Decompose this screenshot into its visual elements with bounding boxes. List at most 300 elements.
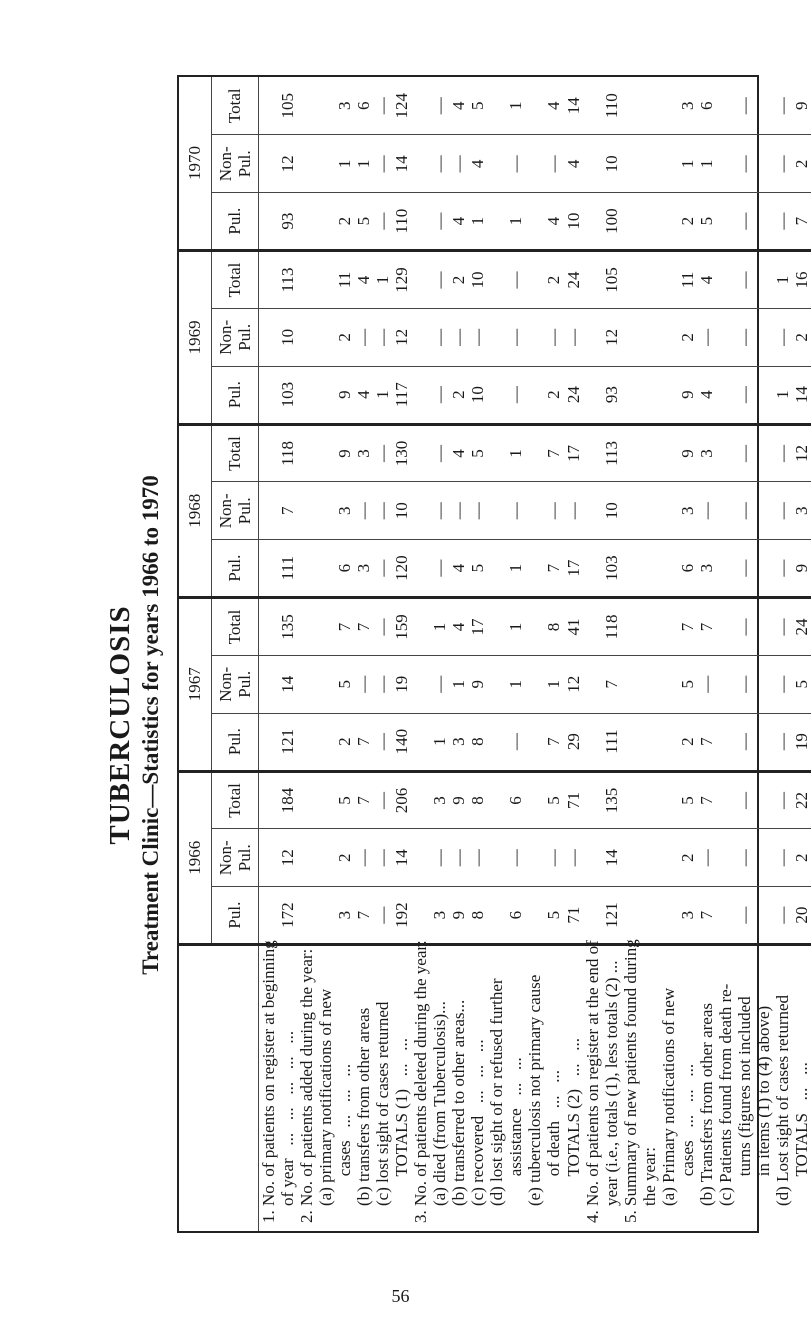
column-subheader: Pul. bbox=[212, 887, 259, 945]
table-row bbox=[735, 77, 754, 1231]
table-cell: 3 bbox=[449, 713, 468, 771]
table-cell bbox=[525, 366, 544, 424]
table-cell: 11 bbox=[335, 251, 354, 309]
table-cell: — bbox=[735, 193, 754, 251]
table-cell: 4 bbox=[449, 540, 468, 598]
column-subheader: Total bbox=[212, 771, 259, 829]
table-cell: 3 bbox=[792, 482, 811, 540]
table-cell bbox=[583, 887, 602, 945]
year-header: 1968 bbox=[179, 424, 212, 597]
row-label: assistance ... ... bbox=[506, 1057, 526, 1223]
table-cell: — bbox=[373, 308, 392, 366]
table-cell bbox=[621, 598, 640, 656]
table-row bbox=[773, 77, 792, 1231]
table-cell: 3 bbox=[678, 887, 697, 945]
table-cell: — bbox=[735, 598, 754, 656]
table-cell: 7 bbox=[278, 482, 297, 540]
table-cell: 14 bbox=[278, 655, 297, 713]
table-cell bbox=[525, 193, 544, 251]
label-column-header bbox=[179, 945, 259, 1232]
table-cell: — bbox=[506, 366, 525, 424]
table-cell: 111 bbox=[602, 713, 621, 771]
table-cell bbox=[297, 771, 316, 829]
table-cell bbox=[297, 251, 316, 309]
table-cell: — bbox=[373, 771, 392, 829]
table-cell bbox=[411, 598, 430, 656]
table-cell: 2 bbox=[335, 713, 354, 771]
table-cell: — bbox=[735, 713, 754, 771]
row-label: TOTALS (2) ... ... bbox=[563, 1037, 583, 1223]
table-cell: — bbox=[697, 482, 716, 540]
table-cell bbox=[525, 308, 544, 366]
table-cell: 3 bbox=[697, 424, 716, 482]
table-cell: 4 bbox=[544, 193, 563, 251]
table-cell: — bbox=[697, 655, 716, 713]
table-cell bbox=[640, 540, 659, 598]
table-cell bbox=[487, 771, 506, 829]
table-cell: 16 bbox=[792, 251, 811, 309]
table-cell: — bbox=[449, 308, 468, 366]
table-cell: — bbox=[430, 251, 449, 309]
table-cell: — bbox=[773, 829, 792, 887]
table-cell bbox=[754, 655, 773, 713]
table-cell: 6 bbox=[678, 540, 697, 598]
table-cell bbox=[259, 366, 279, 424]
table-cell bbox=[754, 251, 773, 309]
table-cell bbox=[259, 771, 279, 829]
table-cell: 100 bbox=[602, 193, 621, 251]
column-subheader: Non- Pul. bbox=[212, 135, 259, 193]
table-cell: 5 bbox=[792, 655, 811, 713]
table-cell: 8 bbox=[468, 713, 487, 771]
table-cell bbox=[640, 135, 659, 193]
row-label: (b) transferred to other areas... bbox=[449, 999, 469, 1223]
table-cell: — bbox=[773, 540, 792, 598]
table-cell bbox=[525, 771, 544, 829]
table-cell: — bbox=[449, 482, 468, 540]
table-cell: 12 bbox=[392, 308, 411, 366]
table-cell bbox=[640, 887, 659, 945]
table-cell: 7 bbox=[354, 887, 373, 945]
table-cell bbox=[525, 135, 544, 193]
table-cell: 1 bbox=[449, 655, 468, 713]
table-cell: 4 bbox=[697, 251, 716, 309]
table-cell: 7 bbox=[335, 598, 354, 656]
table-cell: 3 bbox=[335, 887, 354, 945]
table-cell bbox=[525, 887, 544, 945]
table-cell: — bbox=[354, 308, 373, 366]
table-cell: 135 bbox=[602, 771, 621, 829]
table-cell: 105 bbox=[602, 251, 621, 309]
table-cell: 113 bbox=[602, 424, 621, 482]
row-label: TOTALS (1) ... ... bbox=[392, 1037, 412, 1223]
row-label: 2. No. of patients added during the year: bbox=[297, 948, 317, 1223]
table-cell: 2 bbox=[335, 308, 354, 366]
table-cell bbox=[487, 77, 506, 135]
table-cell bbox=[621, 540, 640, 598]
table-cell: 7 bbox=[544, 540, 563, 598]
table-cell bbox=[754, 887, 773, 945]
table-cell: 5 bbox=[468, 424, 487, 482]
table-cell: 135 bbox=[278, 598, 297, 656]
table-cell: — bbox=[468, 308, 487, 366]
table-cell: 4 bbox=[449, 598, 468, 656]
table-cell bbox=[259, 829, 279, 887]
table-cell: 5 bbox=[544, 771, 563, 829]
table-cell bbox=[659, 713, 678, 771]
table-cell: 111 bbox=[278, 540, 297, 598]
table-cell: 14 bbox=[564, 77, 583, 135]
table-cell: 71 bbox=[564, 887, 583, 945]
table-cell: 3 bbox=[335, 77, 354, 135]
table-cell: 7 bbox=[354, 713, 373, 771]
table-cell bbox=[297, 540, 316, 598]
table-cell: — bbox=[373, 193, 392, 251]
table-cell bbox=[316, 482, 335, 540]
table-cell: 103 bbox=[602, 540, 621, 598]
table-cell bbox=[621, 713, 640, 771]
table-cell bbox=[659, 424, 678, 482]
table-cell bbox=[297, 713, 316, 771]
table-cell bbox=[297, 308, 316, 366]
table-cell: 7 bbox=[697, 598, 716, 656]
table-cell: 1 bbox=[373, 251, 392, 309]
table-row bbox=[640, 77, 659, 1231]
table-cell: 4 bbox=[354, 251, 373, 309]
table-cell bbox=[583, 366, 602, 424]
table-cell: — bbox=[468, 829, 487, 887]
table-cell bbox=[525, 251, 544, 309]
table-row bbox=[316, 77, 335, 1231]
table-cell bbox=[640, 77, 659, 135]
table-cell bbox=[716, 135, 735, 193]
table-cell: — bbox=[773, 308, 792, 366]
table-cell bbox=[716, 887, 735, 945]
table-cell: — bbox=[354, 655, 373, 713]
table-cell: 2 bbox=[335, 829, 354, 887]
year-header: 1966 bbox=[179, 771, 212, 944]
table-cell bbox=[640, 366, 659, 424]
table-cell: 8 bbox=[468, 887, 487, 945]
table-cell bbox=[259, 424, 279, 482]
table-cell: 5 bbox=[678, 655, 697, 713]
table-cell bbox=[487, 424, 506, 482]
table-cell: 2 bbox=[678, 829, 697, 887]
table-cell: 2 bbox=[449, 366, 468, 424]
table-cell: 9 bbox=[678, 366, 697, 424]
table-cell: 10 bbox=[468, 251, 487, 309]
page-subtitle: Treatment Clinic—Statistics for years 1966 to 1970 bbox=[138, 475, 163, 975]
table-cell: — bbox=[373, 482, 392, 540]
table-cell bbox=[583, 655, 602, 713]
table-cell: — bbox=[773, 655, 792, 713]
table-cell: — bbox=[430, 77, 449, 135]
table-cell bbox=[411, 251, 430, 309]
table-cell: 14 bbox=[602, 829, 621, 887]
table-cell bbox=[316, 713, 335, 771]
table-cell: 9 bbox=[792, 540, 811, 598]
table-row bbox=[430, 77, 449, 1231]
table-cell bbox=[621, 829, 640, 887]
table-row bbox=[602, 77, 621, 1231]
table-cell: — bbox=[449, 829, 468, 887]
table-cell bbox=[754, 713, 773, 771]
table-cell: 110 bbox=[602, 77, 621, 135]
statistics-table-frame bbox=[177, 75, 811, 1233]
table-cell: 2 bbox=[792, 135, 811, 193]
table-cell bbox=[583, 829, 602, 887]
table-cell: — bbox=[449, 135, 468, 193]
table-cell bbox=[487, 251, 506, 309]
table-cell: 6 bbox=[697, 77, 716, 135]
table-cell: 9 bbox=[468, 655, 487, 713]
table-cell: 184 bbox=[278, 771, 297, 829]
table-cell: 5 bbox=[335, 771, 354, 829]
table-cell: — bbox=[373, 887, 392, 945]
table-cell bbox=[411, 540, 430, 598]
table-cell: 9 bbox=[335, 424, 354, 482]
column-subheader: Non- Pul. bbox=[212, 482, 259, 540]
table-cell: — bbox=[430, 424, 449, 482]
table-row bbox=[373, 77, 392, 1231]
row-label: (a) primary notifications of new bbox=[316, 988, 336, 1223]
table-cell: 1 bbox=[468, 193, 487, 251]
table-cell bbox=[621, 366, 640, 424]
table-cell: 9 bbox=[678, 424, 697, 482]
table-cell: — bbox=[354, 482, 373, 540]
table-cell: 12 bbox=[564, 655, 583, 713]
row-label: (c) lost sight of cases returned bbox=[373, 1001, 393, 1223]
table-cell: 2 bbox=[335, 193, 354, 251]
table-cell: 2 bbox=[792, 308, 811, 366]
table-cell bbox=[754, 482, 773, 540]
table-cell bbox=[640, 424, 659, 482]
column-subheader: Non- Pul. bbox=[212, 308, 259, 366]
row-label: cases ... ... ... bbox=[677, 1063, 697, 1223]
table-cell bbox=[716, 77, 735, 135]
table-cell: — bbox=[735, 77, 754, 135]
table-cell bbox=[716, 251, 735, 309]
table-cell: 130 bbox=[392, 424, 411, 482]
year-header: 1969 bbox=[179, 251, 212, 424]
table-cell: 10 bbox=[602, 135, 621, 193]
table-cell bbox=[487, 887, 506, 945]
table-cell bbox=[716, 540, 735, 598]
row-label: (b) Transfers from other areas bbox=[696, 1003, 716, 1223]
table-cell: 5 bbox=[354, 193, 373, 251]
table-cell: — bbox=[697, 829, 716, 887]
column-subheader: Non- Pul. bbox=[212, 655, 259, 713]
table-cell bbox=[411, 77, 430, 135]
table-row bbox=[411, 77, 430, 1231]
table-cell: 121 bbox=[602, 887, 621, 945]
table-cell: 22 bbox=[792, 771, 811, 829]
table-cell bbox=[754, 135, 773, 193]
table-row bbox=[506, 77, 525, 1231]
row-label: 4. No. of patients on register at the end of bbox=[582, 940, 602, 1223]
table-cell: 14 bbox=[792, 366, 811, 424]
table-cell: 24 bbox=[564, 366, 583, 424]
table-cell: 4 bbox=[544, 77, 563, 135]
table-cell bbox=[525, 424, 544, 482]
table-cell bbox=[316, 308, 335, 366]
table-cell bbox=[754, 77, 773, 135]
table-cell: — bbox=[735, 366, 754, 424]
table-cell bbox=[297, 135, 316, 193]
table-row bbox=[564, 77, 583, 1231]
column-subheader: Total bbox=[212, 77, 259, 135]
table-cell bbox=[259, 482, 279, 540]
table-cell: 3 bbox=[430, 887, 449, 945]
table-cell: — bbox=[564, 308, 583, 366]
table-cell: 17 bbox=[564, 424, 583, 482]
table-cell: 103 bbox=[278, 366, 297, 424]
table-cell bbox=[411, 482, 430, 540]
table-cell bbox=[659, 308, 678, 366]
table-cell: 8 bbox=[468, 771, 487, 829]
row-label: turns (figures not included bbox=[734, 996, 754, 1223]
table-cell: — bbox=[373, 424, 392, 482]
table-cell bbox=[316, 251, 335, 309]
table-cell: — bbox=[506, 713, 525, 771]
table-cell: 1 bbox=[773, 251, 792, 309]
table-cell: — bbox=[735, 887, 754, 945]
table-row bbox=[259, 77, 279, 1231]
table-cell: 10 bbox=[392, 482, 411, 540]
row-label: TOTALS ... ... bbox=[791, 1062, 811, 1223]
column-subheader: Total bbox=[212, 251, 259, 309]
table-row bbox=[335, 77, 354, 1231]
table-cell: 24 bbox=[564, 251, 583, 309]
table-cell bbox=[487, 135, 506, 193]
table-row bbox=[525, 77, 544, 1231]
table-cell: 1 bbox=[773, 366, 792, 424]
table-cell: 1 bbox=[373, 366, 392, 424]
table-cell: — bbox=[735, 135, 754, 193]
row-label: year (i.e., totals (1), less totals (2) ... bbox=[601, 960, 621, 1223]
table-cell: 93 bbox=[602, 366, 621, 424]
table-cell: 4 bbox=[449, 424, 468, 482]
table-cell: 2 bbox=[544, 366, 563, 424]
table-cell bbox=[754, 829, 773, 887]
table-cell: 14 bbox=[392, 829, 411, 887]
table-cell: — bbox=[735, 251, 754, 309]
table-cell: 3 bbox=[697, 540, 716, 598]
table-cell bbox=[487, 366, 506, 424]
table-cell: 118 bbox=[602, 598, 621, 656]
table-cell: — bbox=[735, 829, 754, 887]
table-row bbox=[678, 77, 697, 1231]
table-cell: — bbox=[430, 308, 449, 366]
table-cell: 118 bbox=[278, 424, 297, 482]
table-cell: 4 bbox=[564, 135, 583, 193]
table-cell: 41 bbox=[564, 598, 583, 656]
table-cell bbox=[716, 482, 735, 540]
table-cell bbox=[525, 655, 544, 713]
table-cell: — bbox=[430, 829, 449, 887]
column-subheader: Pul. bbox=[212, 193, 259, 251]
table-row bbox=[621, 77, 640, 1231]
table-cell: 9 bbox=[449, 887, 468, 945]
table-cell bbox=[583, 771, 602, 829]
table-cell bbox=[659, 771, 678, 829]
table-cell: 110 bbox=[392, 193, 411, 251]
table-cell bbox=[659, 540, 678, 598]
table-row bbox=[297, 77, 316, 1231]
table-cell bbox=[411, 135, 430, 193]
table-row bbox=[278, 77, 297, 1231]
table-cell: — bbox=[564, 829, 583, 887]
table-cell bbox=[621, 655, 640, 713]
table-cell bbox=[754, 308, 773, 366]
table-cell bbox=[659, 135, 678, 193]
table-cell: 19 bbox=[392, 655, 411, 713]
table-cell bbox=[525, 598, 544, 656]
table-cell: 1 bbox=[506, 540, 525, 598]
table-cell: 12 bbox=[278, 829, 297, 887]
table-cell: 17 bbox=[468, 598, 487, 656]
table-cell bbox=[754, 771, 773, 829]
table-row bbox=[754, 77, 773, 1231]
table-cell bbox=[640, 713, 659, 771]
table-cell: 7 bbox=[602, 655, 621, 713]
table-cell bbox=[640, 193, 659, 251]
table-cell: — bbox=[373, 540, 392, 598]
table-cell bbox=[259, 713, 279, 771]
table-cell bbox=[621, 193, 640, 251]
table-cell: 129 bbox=[392, 251, 411, 309]
table-cell: 3 bbox=[335, 482, 354, 540]
table-cell bbox=[659, 77, 678, 135]
table-cell bbox=[316, 135, 335, 193]
table-cell: 7 bbox=[544, 424, 563, 482]
row-label: (d) lost sight of or refused further bbox=[487, 978, 507, 1223]
table-cell: 206 bbox=[392, 771, 411, 829]
table-cell: 6 bbox=[354, 77, 373, 135]
table-cell: 113 bbox=[278, 251, 297, 309]
table-cell: 1 bbox=[506, 77, 525, 135]
table-cell bbox=[487, 713, 506, 771]
row-label: cases ... ... ... bbox=[335, 1063, 355, 1223]
table-cell bbox=[716, 366, 735, 424]
row-label: (c) Patients found from death re- bbox=[715, 983, 735, 1223]
year-header: 1970 bbox=[179, 77, 212, 251]
row-label: the year: bbox=[639, 1147, 659, 1223]
table-cell: 5 bbox=[468, 77, 487, 135]
table-cell bbox=[259, 77, 279, 135]
table-cell: 192 bbox=[392, 887, 411, 945]
table-cell: 9 bbox=[335, 366, 354, 424]
column-subheader: Pul. bbox=[212, 540, 259, 598]
table-cell bbox=[583, 251, 602, 309]
table-cell bbox=[487, 829, 506, 887]
row-label: (b) transfers from other areas bbox=[354, 1007, 374, 1223]
table-cell bbox=[621, 771, 640, 829]
table-cell bbox=[525, 713, 544, 771]
table-cell bbox=[316, 887, 335, 945]
table-cell bbox=[583, 482, 602, 540]
table-cell: 12 bbox=[278, 135, 297, 193]
table-cell bbox=[297, 424, 316, 482]
row-label: (c) recovered ... ... ... bbox=[468, 1039, 488, 1223]
table-cell: — bbox=[773, 135, 792, 193]
table-cell: — bbox=[506, 829, 525, 887]
table-cell bbox=[640, 251, 659, 309]
table-cell bbox=[640, 655, 659, 713]
table-cell bbox=[316, 655, 335, 713]
table-cell: 4 bbox=[449, 193, 468, 251]
table-cell: — bbox=[544, 829, 563, 887]
